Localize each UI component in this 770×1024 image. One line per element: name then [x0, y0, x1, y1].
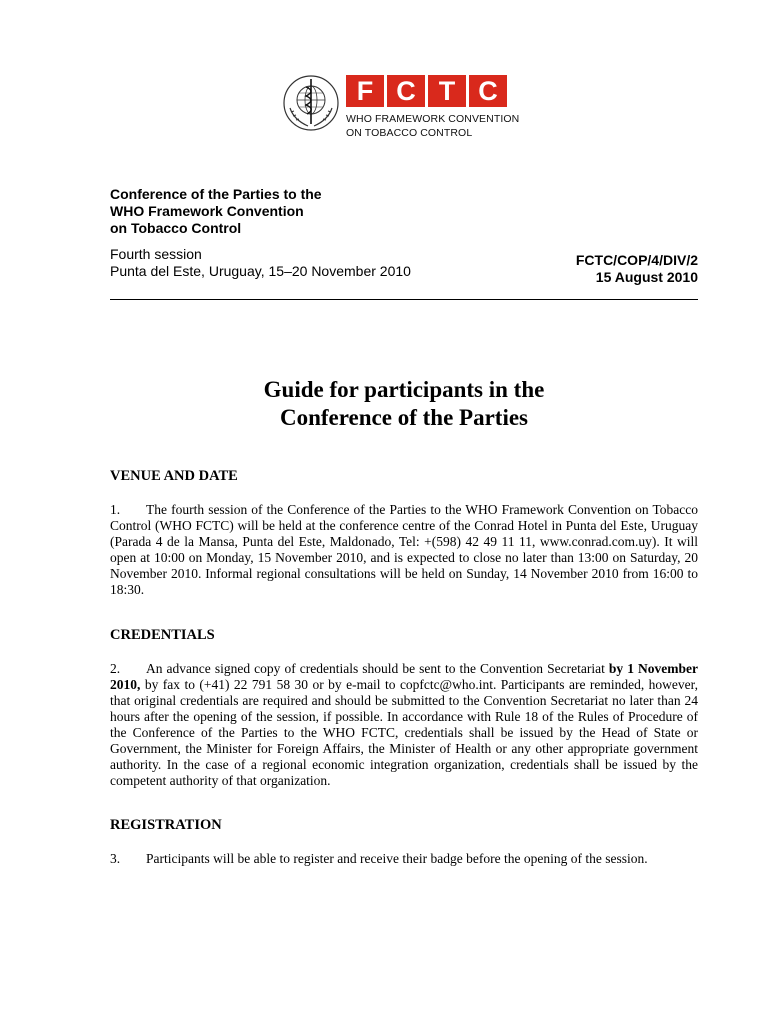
registration-paragraph: [110, 851, 698, 867]
credentials-heading: CREDENTIALS: [110, 627, 215, 643]
conference-title: [110, 186, 410, 237]
credentials-deadline: by 1 November 2010,: [110, 661, 698, 692]
fctc-letter: C: [387, 75, 425, 107]
session-name: Fourth session: [110, 246, 202, 262]
page-title-line1: Guide for participants in the: [263, 377, 545, 402]
fctc-letter: C: [469, 75, 507, 107]
document-reference: [576, 252, 698, 286]
who-emblem-icon: [282, 74, 340, 132]
credentials-paragraph: [110, 661, 698, 789]
logo-subtitle-line1: WHO FRAMEWORK CONVENTION: [346, 113, 520, 125]
session-location: Punta del Este, Uruguay, 15–20 November 2010: [110, 263, 411, 279]
credentials-text-start: An advance signed copy of credentials should be sent to the Convention Secretariat: [146, 661, 605, 676]
credentials-text-rest: by fax to (+41) 22 791 58 30 or by e-mail to copfctc@who.int. Participants are reminded, however, that original credentials are required and should be submitted to the Convention Secretariat no later than 24 hours after the opening of the session, if possible. In accordance with Rule 18 of the Rules of Procedure of the Conference of the Parties to the WHO FCTC, credentials shall be issued by the Head of State or Government, the Minister for Foreign Affairs, the Minister of Health or any other appropriate government authority. In the case of a regional economic integration organization, credentials shall be issued by the competent authority of that organization.: [110, 677, 698, 788]
venue-paragraph: [110, 502, 698, 598]
conference-header: [110, 186, 411, 280]
header-divider: [110, 299, 698, 300]
paragraph-number: 3.: [110, 851, 121, 866]
logo-subtitle-line2: ON TOBACCO CONTROL: [346, 127, 473, 139]
document-symbol: FCTC/COP/4/DIV/2: [575, 252, 698, 268]
fctc-letter: F: [346, 75, 384, 107]
page-title: [110, 376, 698, 432]
fctc-letters: [346, 75, 507, 107]
conference-line3: on Tobacco Control: [110, 220, 242, 236]
venue-heading: VENUE AND DATE: [110, 468, 238, 484]
fctc-logo: [282, 74, 522, 144]
registration-heading: REGISTRATION: [110, 817, 222, 833]
logo-subtitle: [346, 112, 526, 140]
page-title-line2: Conference of the Parties: [279, 405, 528, 430]
fctc-letter: T: [428, 75, 466, 107]
conference-line2: WHO Framework Convention: [110, 203, 304, 219]
conference-line1: Conference of the Parties to the: [110, 186, 322, 202]
paragraph-number: 1.: [110, 502, 121, 517]
venue-text: The fourth session of the Conference of the Parties to the WHO Framework Convention on Tobacco Control (WHO FCTC) will be held at the conference centre of the Conrad Hotel in Punta del Este, Uruguay (Parada 4 de la Mansa, Punta del Este, Maldonado, Tel: +(598) 42 49 11 11, www.conrad.com.uy). It will open at 10:00 on Monday, 15 November 2010, and is expected to close no later than 13:00 on Saturday, 20 November 2010. Informal regional consultations will be held on Sunday, 14 November 2010 from 16:00 to 18:30.: [110, 502, 698, 597]
paragraph-number: 2.: [110, 661, 121, 676]
document-date: 15 August 2010: [595, 269, 698, 285]
session-info: [110, 246, 411, 280]
registration-text: Participants will be able to register and receive their badge before the opening of the session.: [146, 851, 648, 866]
